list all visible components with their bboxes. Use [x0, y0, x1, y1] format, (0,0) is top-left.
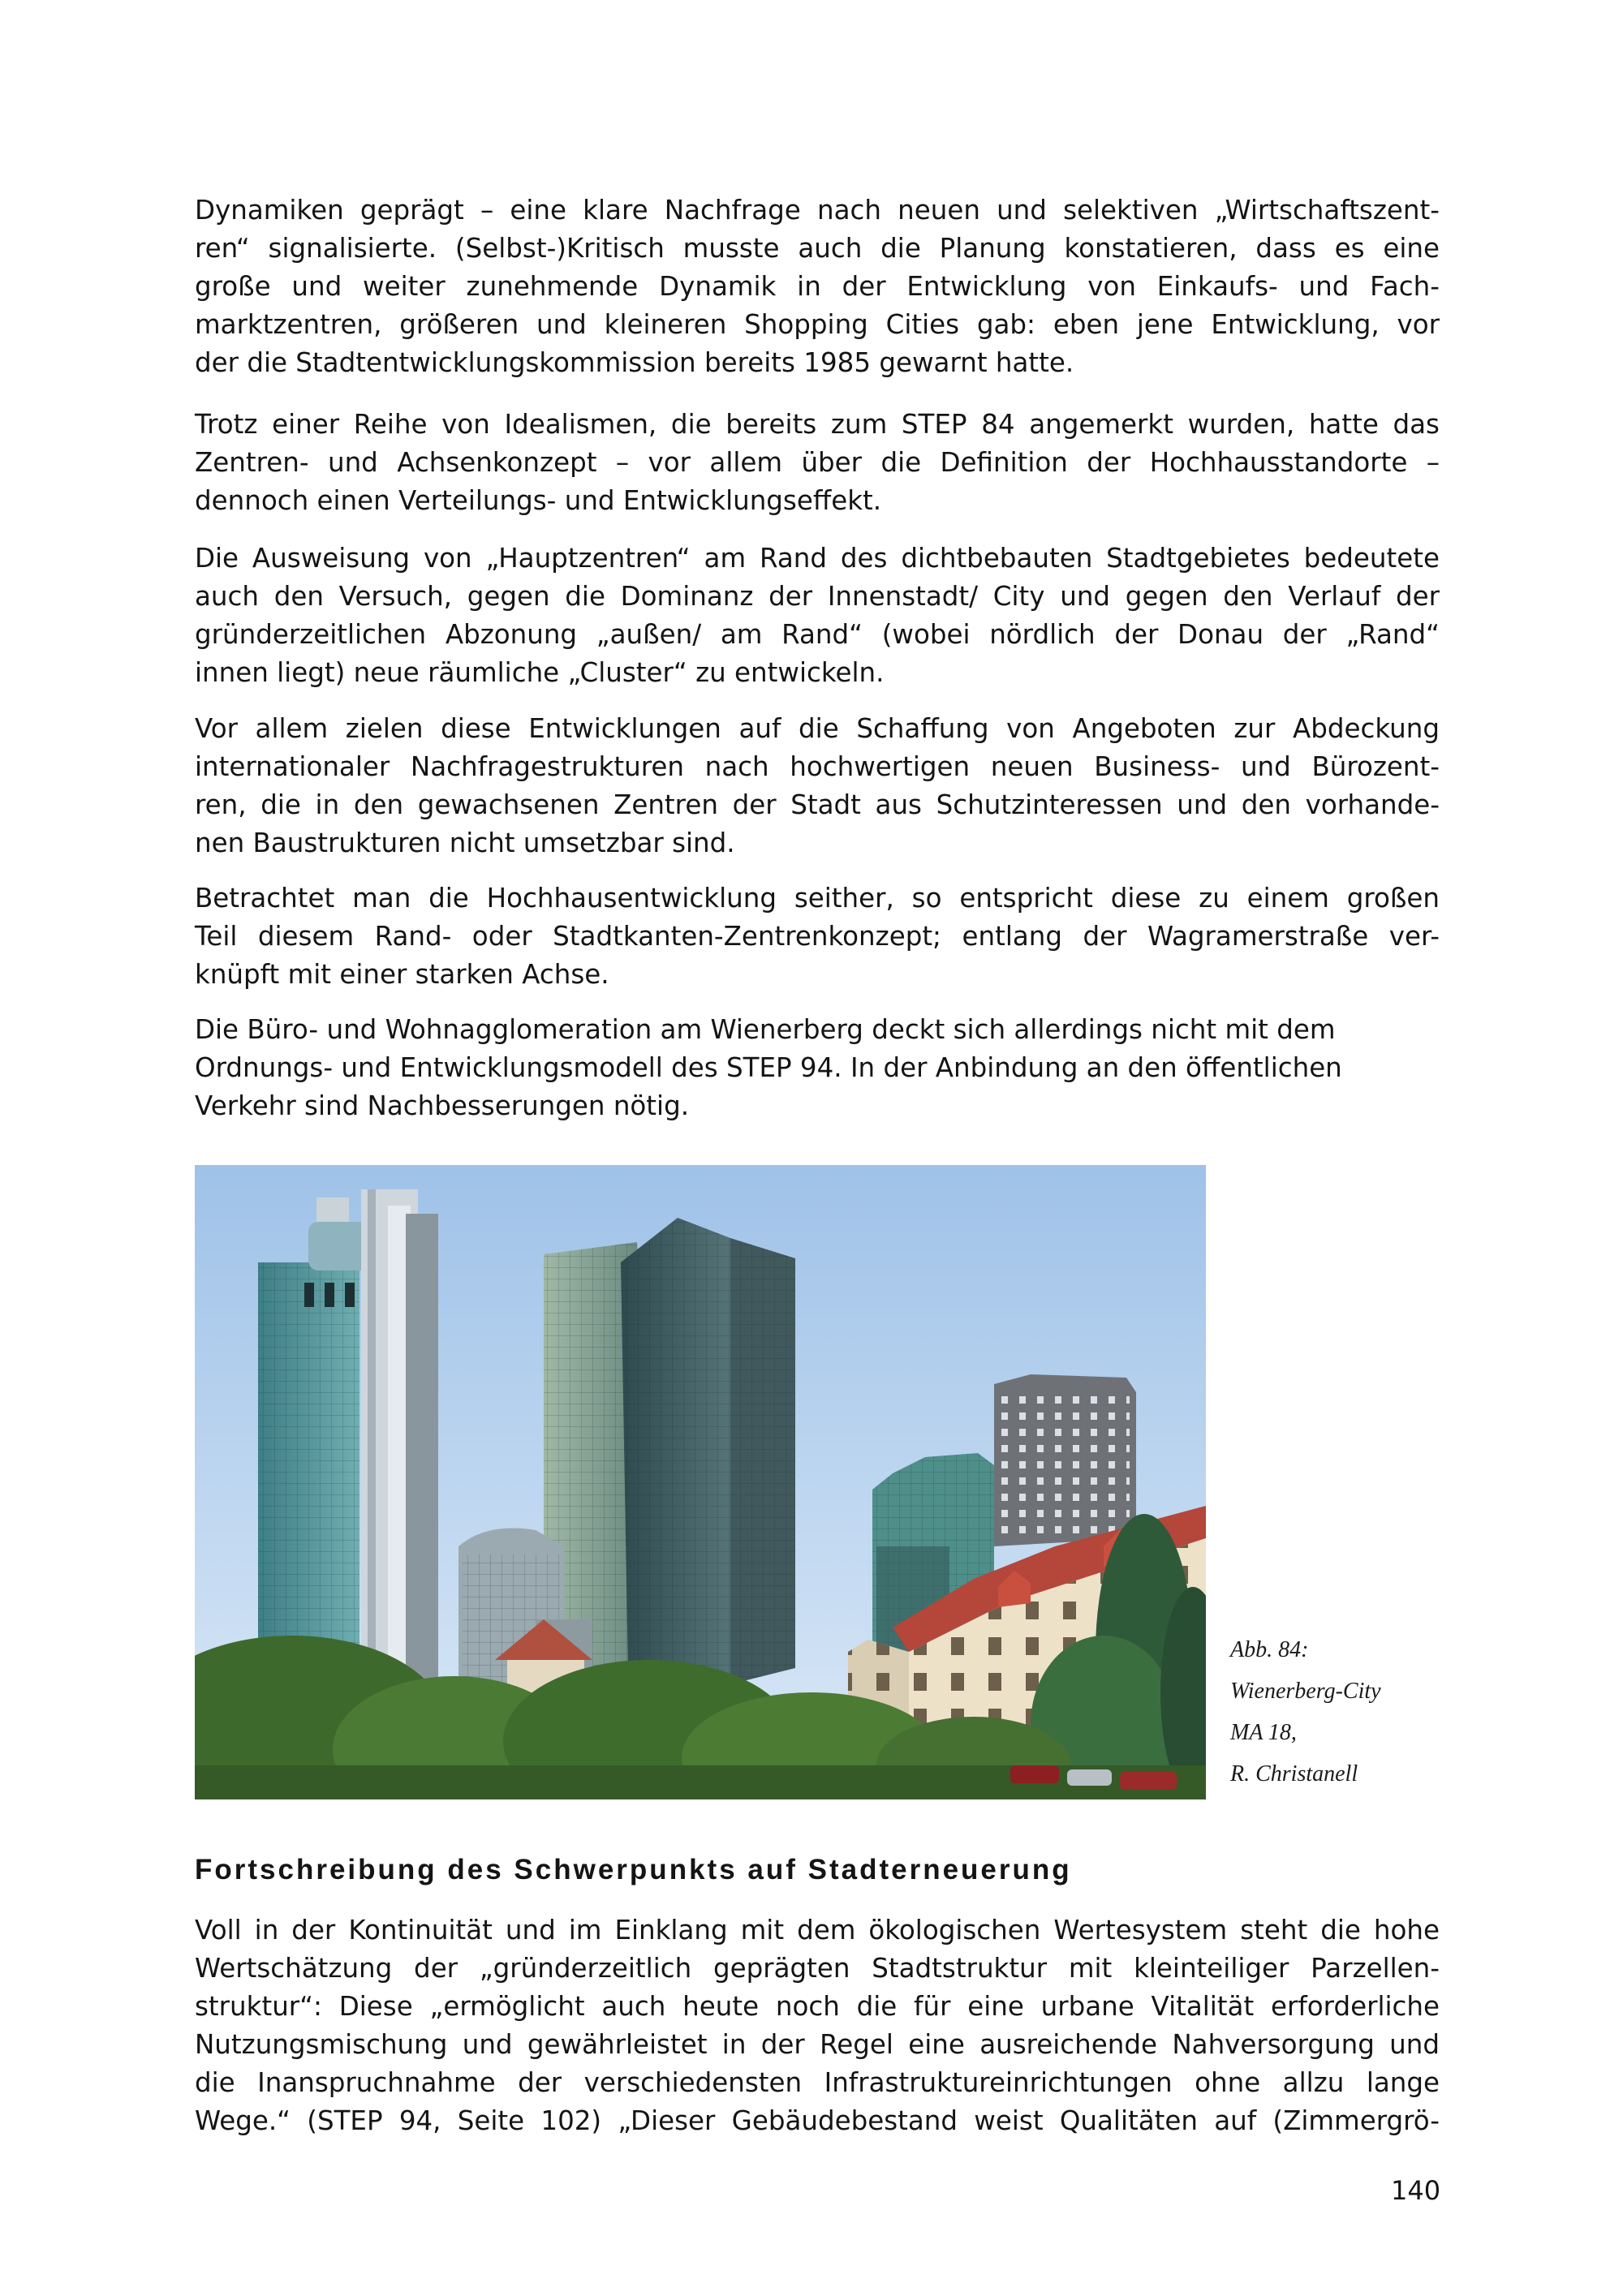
text-line: Betrachtet man die Hochhausentwicklung seither, so entspricht diese zu einem großen — [195, 883, 1440, 914]
text-line: nen Baustrukturen nicht umsetzbar sind. — [195, 828, 735, 858]
text-line: dennoch einen Verteilungs- und Entwicklungseffekt. — [195, 485, 882, 516]
text-line: internationaler Nachfragestrukturen nach hochwertigen neuen Business- und Bürozent- — [195, 751, 1440, 782]
grey-residential-tower — [994, 1374, 1136, 1546]
paragraph-5 — [195, 879, 1440, 994]
text-line: große und weiter zunehmende Dynamik in der Entwicklung von Einkaufs- und Fach- — [195, 271, 1440, 302]
caption-line: Abb. 84: — [1230, 1637, 1309, 1662]
text-line: Die Ausweisung von „Hauptzentren“ am Rand des dichtbebauten Stadtgebietes bedeutete — [195, 543, 1440, 574]
text-line: knüpft mit einer starken Achse. — [195, 959, 609, 990]
text-line: ren, die in den gewachsenen Zentren der Stadt aus Schutzinteressen und den vorhande- — [195, 789, 1440, 820]
photo-illustration — [195, 1165, 1206, 1799]
text-line: Zentren- und Achsenkonzept – vor allem über die Definition der Hochhausstandorte – — [195, 447, 1440, 478]
text-line: ren“ signalisierte. (Selbst-)Kritisch musste auch die Planung konstatieren, dass es eine — [195, 233, 1440, 264]
text-line: Verkehr sind Nachbesserungen nötig. — [195, 1090, 690, 1121]
paragraph-1 — [195, 191, 1440, 382]
text-line: Dynamiken geprägt – eine klare Nachfrage nach neuen und selektiven „Wirtschaftszent- — [195, 195, 1440, 226]
figure-caption — [1230, 1629, 1474, 1795]
text-line: Voll in der Kontinuität und im Einklang mit dem ökologischen Wertesystem steht die hohe — [195, 1915, 1440, 1946]
text-line: innen liegt) neue räumliche „Cluster“ zu entwickeln. — [195, 657, 885, 688]
text-line: Ordnungs- und Entwicklungsmodell des STEP 94. In der Anbindung an den öffentlichen — [195, 1052, 1342, 1083]
text-line: Die Büro- und Wohnagglomeration am Wienerberg deckt sich allerdings nicht mit dem — [195, 1014, 1336, 1045]
text-line: struktur“: Diese „ermöglicht auch heute noch die für eine urbane Vitalität erforderliche — [195, 1991, 1440, 2022]
paragraph-4 — [195, 710, 1440, 862]
text-line: Teil diesem Rand- oder Stadtkanten-Zentrenkonzept; entlang der Wagramerstraße ver- — [195, 921, 1440, 952]
section-heading: Fortschreibung des Schwerpunkts auf Stadterneuerung — [195, 1854, 1072, 1885]
caption-line: Wienerberg-City — [1230, 1679, 1381, 1704]
caption-line: R. Christanell — [1230, 1761, 1358, 1786]
text-line: Wertschätzung der „gründerzeitlich geprägten Stadtstruktur mit kleinteiliger Parzellen- — [195, 1953, 1440, 1984]
paragraph-6 — [195, 1011, 1440, 1125]
wienerberg-city-photo — [195, 1165, 1206, 1799]
text-line: marktzentren, größeren und kleineren Shopping Cities gab: eben jene Entwicklung, vor — [195, 309, 1440, 340]
text-line: auch den Versuch, gegen die Dominanz der Innenstadt/ City und gegen den Verlauf der — [195, 581, 1440, 612]
paragraph-3 — [195, 540, 1440, 692]
section-paragraph — [195, 1911, 1440, 2140]
text-line: Trotz einer Reihe von Idealismen, die bereits zum STEP 84 angemerkt wurden, hatte das — [195, 409, 1440, 440]
caption-line: MA 18, — [1230, 1720, 1297, 1745]
text-line: die Inanspruchnahme der verschiedensten Infrastruktureinrichtungen ohne allzu lange — [195, 2067, 1440, 2098]
page-number: 140 — [1391, 2175, 1441, 2206]
text-line: der die Stadtentwicklungskommission bereits 1985 gewarnt hatte. — [195, 347, 1074, 378]
text-line: Nutzungsmischung und gewährleistet in der Regel eine ausreichende Nahversorgung und — [195, 2029, 1440, 2060]
text-line: Vor allem zielen diese Entwicklungen auf die Schaffung von Angeboten zur Abdeckung — [195, 713, 1440, 744]
paragraph-2 — [195, 406, 1440, 520]
text-line: Wege.“ (STEP 94, Seite 102) „Dieser Gebäudebestand weist Qualitäten auf (Zimmergrö- — [195, 2105, 1440, 2136]
text-line: gründerzeitlichen Abzonung „außen/ am Rand“ (wobei nördlich der Donau der „Rand“ — [195, 619, 1440, 650]
